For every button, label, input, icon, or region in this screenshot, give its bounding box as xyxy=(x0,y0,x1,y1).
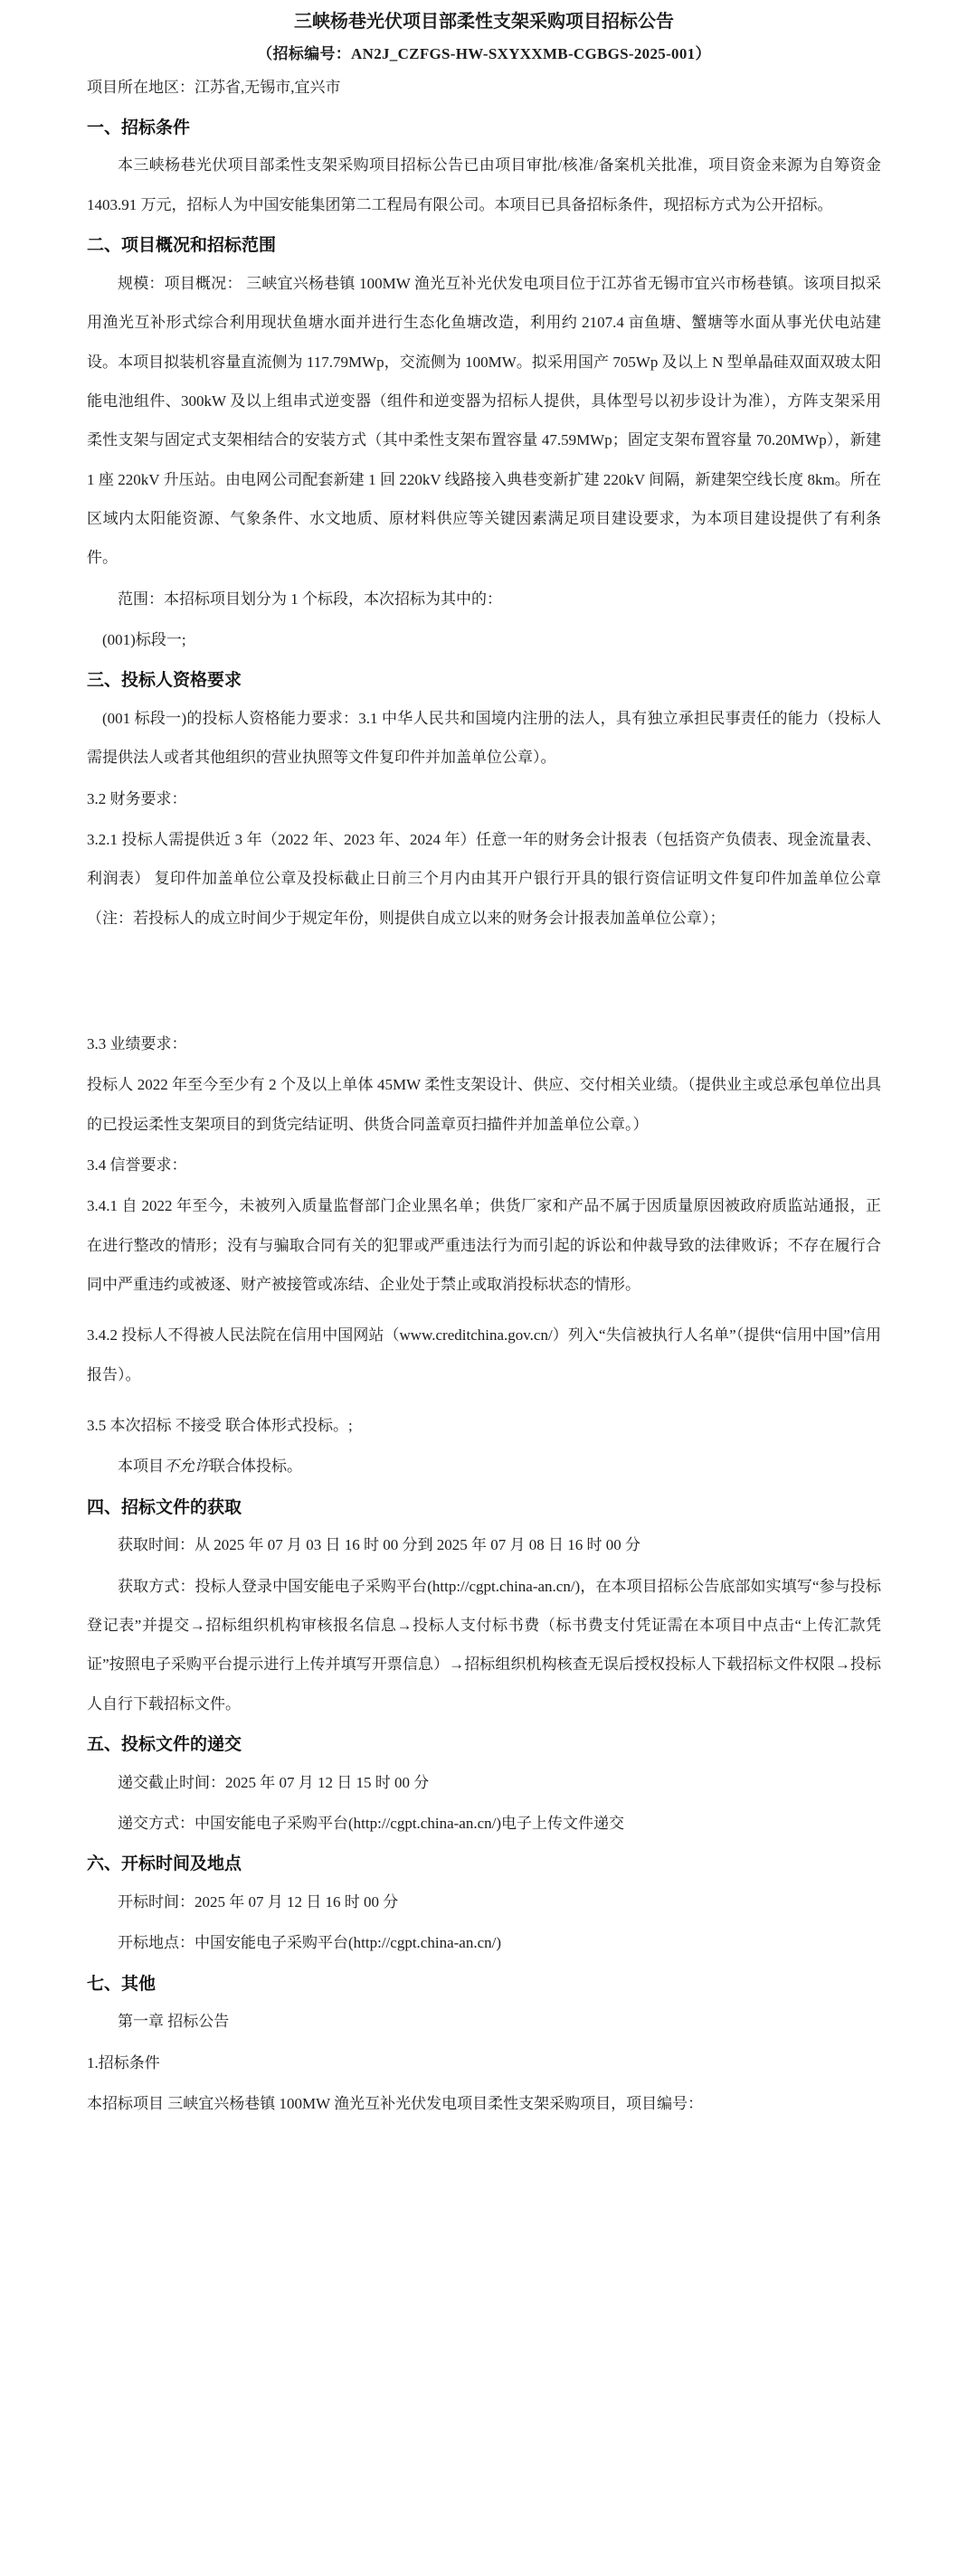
doc-bid-number: （招标编号：AN2J_CZFGS-HW-SXYXXMB-CGBGS-2025-001） xyxy=(257,45,711,62)
no-consortium-3-5-line: 3.5 本次招标 不接受 联合体形式投标。; xyxy=(87,1417,353,1435)
section-heading-tender-conditions: 一、招标条件 xyxy=(87,118,191,137)
qualification-3-1-paragraph: (001 标段一)的投标人资格能力要求：3.1 中华人民共和国境内注册的法人，具有独立承担民事责任的能力（投标人需提供法人或者其他组织的营业执照等文件复印件并加盖单位公章）。 xyxy=(87,709,881,767)
financial-requirement-3-2-1-paragraph: 3.2.1 投标人需提供近 3 年（2022 年、2023 年、2024 年）任意一年的财务会计报表（包括资产负债表、现金流量表、利润表） 复印件加盖单位公章及投标截止日前三个月内由其开户银行开具的银行资信证明文件复印件加盖单位公章（注：若投标人的成立时间少于规定年份，则提供自成立以来的财务会计报表加盖单位公章）； xyxy=(87,830,881,927)
section-heading-bid-opening: 六、开标时间及地点 xyxy=(87,1854,242,1874)
tender-scope-paragraph: 范围：本招标项目划分为 1 个标段，本次招标为其中的： xyxy=(118,590,502,608)
no-jv-prefix: 本项目 xyxy=(118,1458,164,1476)
no-consortium-note-line xyxy=(87,1447,881,1486)
vertical-gap xyxy=(87,939,881,1023)
section-heading-bid-submission: 五、投标文件的递交 xyxy=(87,1735,242,1755)
section-heading-others: 七、其他 xyxy=(87,1974,157,1994)
acquisition-time-line: 获取时间：从 2025 年 07 月 03 日 16 时 00 分到 2025 年 07 月 08 日 16 时 00 分 xyxy=(118,1536,640,1554)
tender-conditions-paragraph: 本三峡杨巷光伏项目部柔性支架采购项目招标公告已由项目审批/核准/备案机关批准，项目资金来源为自筹资金 1403.91 万元，招标人为中国安能集团第二工程局有限公司。本项目已具备招标条件，现招标方式为公开招标。 xyxy=(87,156,881,213)
submission-deadline-line: 递交截止时间：2025 年 07 月 12 日 15 时 00 分 xyxy=(118,1773,430,1791)
sub-heading-tender-condition-1: 1.招标条件 xyxy=(87,2053,160,2071)
financial-requirement-label: 3.2 财务要求： xyxy=(87,789,187,807)
chapter-one-line: 第一章 招标公告 xyxy=(118,2013,230,2031)
no-jv-emphasis: 不允许 xyxy=(164,1458,210,1476)
doc-title: 三峡杨巷光伏项目部柔性支架采购项目招标公告 xyxy=(294,12,674,32)
section-heading-project-overview: 二、项目概况和招标范围 xyxy=(87,236,277,256)
project-scale-paragraph: 规模：项目概况： 三峡宜兴杨巷镇 100MW 渔光互补光伏发电项目位于江苏省无锡市宜兴市杨巷镇。该项目拟采用渔光互补形式综合利用现状鱼塘水面并进行生态化鱼塘改造，利用约 2107.4 亩鱼塘、蟹塘等水面从事光伏电站建设。本项目拟装机容量直流侧为 117.79MWp，交流侧为 100MW。拟采用国产 705Wp 及以上 N 型单晶硅双面双玻太阳能电池组件、300kW 及以上组串式逆变器（组件和逆变器为招标人提供，具体型号以初步设计为准），方阵支架采用柔性支架与固定式支架相结合的安装方式（其中柔性支架布置容量 47.59MWp；固定支架布置容量 70.20MWp），新建 1 座 220kV 升压站。由电网公司配套新建 1 回 220kV 线路接入典巷变新扩建 220kV 间隔，新建架空线长度 8km。所在区域内太阳能资源、气象条件、水文地质、原材料供应等关键因素满足项目建设要求，为本项目建设提供了有利条件。 xyxy=(87,274,881,567)
project-region-line: 项目所在地区：江苏省,无锡市,宜兴市 xyxy=(87,78,341,96)
performance-requirement-paragraph: 投标人 2022 年至今至少有 2 个及以上单体 45MW 柔性支架设计、供应、交付相关业绩。（提供业主或总承包单位出具的已投运柔性支架项目的到货完结证明、供货合同盖章页扫描件并加盖单位公章。） xyxy=(87,1076,881,1133)
lot-001-line: (001)标段一; xyxy=(102,630,186,648)
opening-time-line: 开标时间：2025 年 07 月 12 日 16 时 00 分 xyxy=(118,1893,399,1911)
reputation-requirement-label: 3.4 信誉要求： xyxy=(87,1156,187,1174)
performance-requirement-label: 3.3 业绩要求： xyxy=(87,1034,187,1052)
reputation-requirement-3-4-1-paragraph: 3.4.1 自 2022 年至今，未被列入质量监督部门企业黑名单；供货厂家和产品不属于因质量原因被政府质监站通报，正在进行整改的情形；没有与骗取合同有关的犯罪或严重违法行为而引起的诉讼和仲裁导致的法律败诉；不存在履行合同中严重违约或被逐、财产被接管或冻结、企业处于禁止或取消投标状态的情形。 xyxy=(87,1197,881,1294)
opening-place-line: 开标地点：中国安能电子采购平台(http://cgpt.china-an.cn/) xyxy=(118,1934,501,1952)
submission-method-line: 递交方式：中国安能电子采购平台(http://cgpt.china-an.cn/)电子上传文件递交 xyxy=(118,1815,624,1833)
section-heading-document-acquisition: 四、招标文件的获取 xyxy=(87,1497,242,1517)
section-heading-bidder-qualification: 三、投标人资格要求 xyxy=(87,671,242,691)
acquisition-method-paragraph: 获取方式：投标人登录中国安能电子采购平台(http://cgpt.china-an.cn/)，在本项目招标公告底部如实填写“参与投标登记表”并提交→招标组织机构审核报名信息→投标人支付标书费（标书费支付凭证需在本项目中点击“上传汇款凭证”按照电子采购平台提示进行上传并填写开票信息）→招标组织机构核查无误后授权投标人下载招标文件权限→投标人自行下载招标文件。 xyxy=(87,1577,881,1713)
no-jv-suffix: 联合体投标。 xyxy=(210,1458,302,1476)
reputation-requirement-3-4-2-paragraph: 3.4.2 投标人不得被人民法院在信用中国网站（www.creditchina.gov.cn/）列入“失信被执行人名单”（提供“信用中国”信用报告）。 xyxy=(87,1326,881,1383)
project-number-intro-paragraph: 本招标项目 三峡宜兴杨巷镇 100MW 渔光互补光伏发电项目柔性支架采购项目，项目编号： xyxy=(87,2095,704,2113)
